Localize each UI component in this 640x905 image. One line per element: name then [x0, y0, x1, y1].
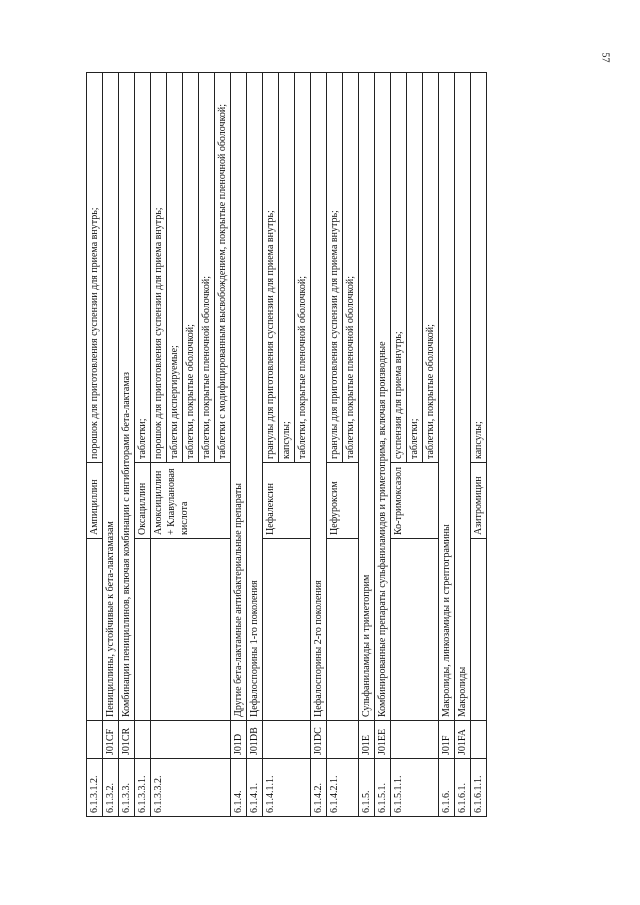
table-row — [311, 73, 327, 817]
row-form: таблетки диспергируемые; — [167, 73, 183, 463]
row-group: Пенициллины, устойчивые к бета-лактамазам — [103, 73, 119, 721]
row-atc: J01DC — [311, 721, 327, 759]
row-code: 6.1.3.1.2. — [87, 759, 103, 817]
row-atc — [151, 721, 231, 759]
table-row — [135, 73, 151, 817]
table-row — [455, 73, 471, 817]
row-form: таблетки, покрытые пленочной оболочкой; — [343, 73, 359, 463]
row-atc: J01DB — [247, 721, 263, 759]
row-form: таблетки, покрытые пленочной оболочкой; — [199, 73, 215, 463]
row-atc: J01EE — [375, 721, 391, 759]
row-atc — [327, 721, 359, 759]
row-atc: J01D — [231, 721, 247, 759]
table-row — [247, 73, 263, 817]
table-row — [103, 73, 119, 817]
row-group: Цефалоспорины 1-го поколения — [247, 73, 263, 721]
row-atc: J01FA — [455, 721, 471, 759]
table-row — [151, 73, 167, 817]
row-group — [391, 539, 439, 721]
table-row — [471, 73, 487, 817]
row-form: таблетки; — [407, 73, 423, 463]
row-code: 6.1.4.1.1. — [263, 759, 311, 817]
drug-list-table — [86, 72, 487, 817]
row-group — [87, 539, 103, 721]
row-group — [135, 539, 151, 721]
row-atc: J01F — [439, 721, 455, 759]
row-group: Комбинации пенициллинов, включая комбинации с ингибиторами бета-лактамаз — [119, 73, 135, 721]
row-code: 6.1.3.3.2. — [151, 759, 231, 817]
row-atc: J01CR — [119, 721, 135, 759]
row-group: Комбинированные препараты сульфаниламидов и триметоприма, включая производные — [375, 73, 391, 721]
row-drug: Азитромицин — [471, 463, 487, 539]
row-form: таблетки с модифицированным высвобождением, покрытые пленочной оболочкой; — [215, 73, 231, 463]
row-drug: Ампициллин — [87, 463, 103, 539]
row-code: 6.1.6.1. — [455, 759, 471, 817]
row-code: 6.1.5.1.1. — [391, 759, 439, 817]
row-code: 6.1.4.2. — [311, 759, 327, 817]
row-atc — [391, 721, 439, 759]
row-group — [263, 539, 311, 721]
rotated-table-container — [86, 73, 531, 817]
row-group — [471, 539, 487, 721]
row-atc: J01CF — [103, 721, 119, 759]
table-row — [327, 73, 343, 817]
row-drug: Амоксициллин + Клавулановая кислота — [151, 463, 231, 539]
row-form: гранулы для приготовления суспензии для приема внутрь; — [263, 73, 279, 463]
table-row — [375, 73, 391, 817]
row-group: Сульфаниламиды и триметоприм — [359, 73, 375, 721]
table-row — [439, 73, 455, 817]
row-form: таблетки; — [135, 73, 151, 463]
row-form: порошок для приготовления суспензии для приема внутрь; — [87, 73, 103, 463]
row-group: Другие бета-лактамные антибактериальные препараты — [231, 73, 247, 721]
table-row — [87, 73, 103, 817]
row-group — [327, 539, 359, 721]
row-code: 6.1.3.2. — [103, 759, 119, 817]
row-code: 6.1.6.1.1. — [471, 759, 487, 817]
table-row — [263, 73, 279, 817]
table-row — [231, 73, 247, 817]
row-code: 6.1.6. — [439, 759, 455, 817]
row-drug: Цефуроксим — [327, 463, 359, 539]
row-atc — [135, 721, 151, 759]
row-code: 6.1.3.3. — [119, 759, 135, 817]
row-atc — [263, 721, 311, 759]
row-group — [151, 539, 231, 721]
row-form: капсулы; — [279, 73, 295, 463]
row-group: Цефалоспорины 2-го поколения — [311, 73, 327, 721]
row-group: Макролиды, линкозамиды и стрептограмины — [439, 73, 455, 721]
row-atc — [471, 721, 487, 759]
row-atc — [87, 721, 103, 759]
table-row — [119, 73, 135, 817]
table-row — [359, 73, 375, 817]
row-form: таблетки, покрытые оболочкой; — [183, 73, 199, 463]
table-row — [391, 73, 407, 817]
row-group: Макролиды — [455, 73, 471, 721]
row-drug: Цефалексин — [263, 463, 311, 539]
row-code: 6.1.3.3.1. — [135, 759, 151, 817]
row-form: гранулы для приготовления суспензии для приема внутрь; — [327, 73, 343, 463]
row-form: порошок для приготовления суспензии для приема внутрь; — [151, 73, 167, 463]
row-code: 6.1.4.1. — [247, 759, 263, 817]
row-form: таблетки, покрытые оболочкой; — [423, 73, 439, 463]
row-code: 6.1.4.2.1. — [327, 759, 359, 817]
page-number: 57 — [599, 52, 611, 63]
row-drug: Ко-тримоксазол — [391, 463, 439, 539]
row-atc: J01E — [359, 721, 375, 759]
row-code: 6.1.4. — [231, 759, 247, 817]
row-form: таблетки, покрытые пленочной оболочкой; — [295, 73, 311, 463]
row-form: капсулы; — [471, 73, 487, 463]
row-drug: Оксациллин — [135, 463, 151, 539]
row-code: 6.1.5.1. — [375, 759, 391, 817]
row-form: суспензия для приема внутрь; — [391, 73, 407, 463]
row-code: 6.1.5. — [359, 759, 375, 817]
